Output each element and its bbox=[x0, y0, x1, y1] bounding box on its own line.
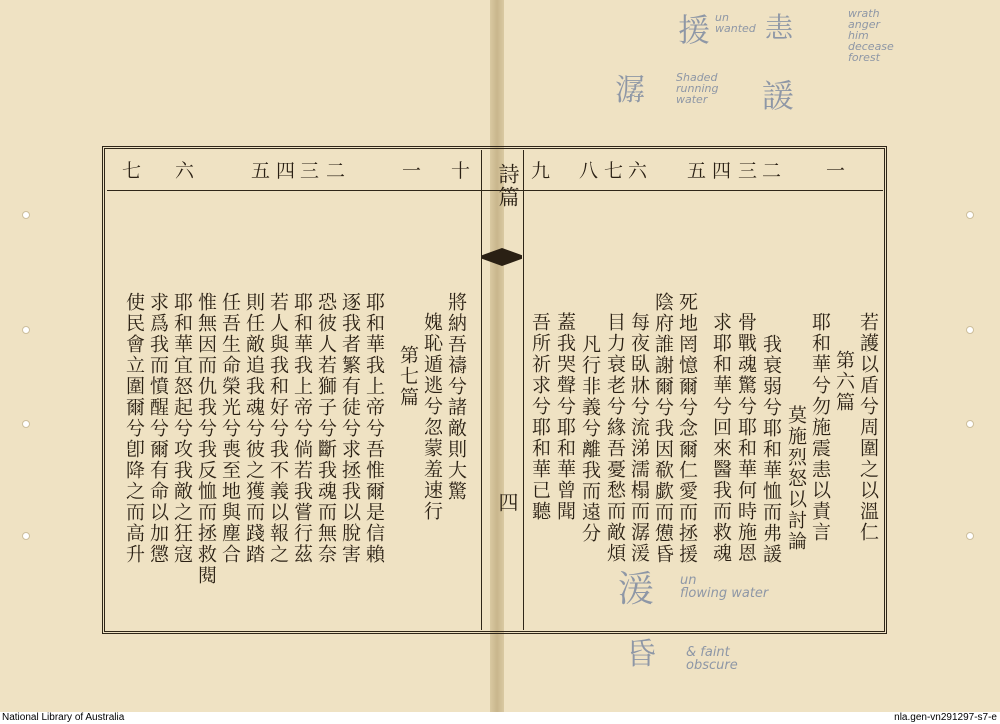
column-number: 二 bbox=[762, 160, 782, 182]
column-number: 五 bbox=[687, 160, 707, 182]
page-number: 四 bbox=[495, 492, 519, 514]
text-column: 任吾生命榮光兮喪至地與塵合 bbox=[219, 292, 241, 565]
text-column: 我衰弱兮耶和華恤而弗諼 bbox=[760, 334, 782, 565]
column-number: 四 bbox=[712, 160, 732, 182]
binding-hole bbox=[22, 420, 30, 428]
center-rule-right bbox=[523, 150, 524, 630]
text-column: 第七篇 bbox=[397, 345, 419, 408]
column-number: 十 bbox=[451, 160, 471, 182]
binding-hole bbox=[966, 326, 974, 334]
pencil-annotation-note: Shaded running water bbox=[676, 71, 719, 106]
column-number: 七 bbox=[604, 160, 624, 182]
text-column: 恐彼人若獅子兮斷我魂而無奈 bbox=[315, 292, 337, 565]
text-column: 陰府誰謝爾兮我因欷歔而憊昏 bbox=[652, 292, 674, 565]
column-number: 二 bbox=[326, 160, 346, 182]
text-column: 求耶和華兮回來醫我而救魂 bbox=[710, 312, 732, 564]
column-number: 四 bbox=[276, 160, 296, 182]
column-number: 九 bbox=[531, 160, 551, 182]
column-number: 一 bbox=[402, 160, 422, 182]
pencil-annotation-char: 昏 bbox=[626, 637, 656, 672]
pencil-annotation-char: 諼 bbox=[762, 77, 795, 115]
text-column: 將納吾禱兮諸敵則大驚 bbox=[445, 292, 467, 502]
text-column: 蓋我哭聲兮耶和華曾聞 bbox=[554, 312, 576, 522]
column-number: 七 bbox=[122, 160, 142, 182]
binding-hole bbox=[966, 420, 974, 428]
column-number: 六 bbox=[175, 160, 195, 182]
text-column: 若護以盾兮周圍之以溫仁 bbox=[857, 312, 879, 543]
text-column: 求爲我而憤醒兮爾有命以加懲 bbox=[147, 292, 169, 565]
text-column: 耶和華我上帝兮倘若我嘗行茲 bbox=[291, 292, 313, 565]
text-column: 媿恥遁逃兮忽蒙羞速行 bbox=[421, 312, 443, 522]
center-rule-left bbox=[481, 150, 482, 630]
binding-hole bbox=[22, 532, 30, 540]
text-column: 則任敵追我魂兮彼之獲而踐踏 bbox=[243, 292, 265, 565]
column-number: 六 bbox=[628, 160, 648, 182]
text-column: 惟無因而仇我兮我反恤而拯救閱 bbox=[195, 292, 217, 586]
footer-bar bbox=[0, 712, 1000, 724]
column-number: 三 bbox=[300, 160, 320, 182]
binding-hole bbox=[22, 326, 30, 334]
text-column: 每夜臥牀兮流涕濡榻而潺湲 bbox=[628, 312, 650, 564]
text-column: 耶和華兮勿施震恚以責言 bbox=[809, 312, 831, 543]
binding-hole bbox=[966, 211, 974, 219]
text-column: 耶和華宜怒起兮攻我敵之狂寇 bbox=[171, 292, 193, 565]
pencil-annotation-note: & faint obscure bbox=[686, 645, 738, 673]
text-column: 使民會立圍爾兮卽降之而高升 bbox=[123, 292, 145, 565]
book-title: 詩篇 bbox=[496, 163, 520, 209]
column-number: 一 bbox=[826, 160, 846, 182]
footer-source: National Library of Australia bbox=[2, 712, 125, 723]
text-column: 凡行非義兮離我而遠分 bbox=[579, 334, 601, 544]
pencil-annotation-char: 湲 bbox=[618, 569, 655, 610]
text-column: 死地罔憶爾兮念爾仁愛而拯援 bbox=[676, 292, 698, 565]
pencil-annotation-char: 潺 bbox=[615, 73, 645, 108]
text-column: 逐我者繁有徒兮求拯我以脫害 bbox=[339, 292, 361, 565]
text-column: 骨戰魂驚兮耶和華何時施恩 bbox=[735, 312, 757, 564]
pencil-annotation-note: un wanted bbox=[715, 11, 756, 35]
binding-hole bbox=[22, 211, 30, 219]
pencil-annotation-char: 援 bbox=[678, 11, 711, 49]
column-number-rule bbox=[107, 190, 883, 191]
pencil-annotation-char: 恚 bbox=[765, 11, 794, 44]
pencil-annotation-note: wrath anger him decease forest bbox=[848, 7, 894, 64]
text-column: 吾所祈求兮耶和華已聽 bbox=[529, 312, 551, 522]
column-number: 五 bbox=[251, 160, 271, 182]
text-column: 目力衰老兮緣吾憂愁而敵煩 bbox=[604, 312, 626, 564]
column-number: 三 bbox=[738, 160, 758, 182]
binding-hole bbox=[966, 532, 974, 540]
text-column: 若人與我和好兮我不義以報之 bbox=[267, 292, 289, 565]
footer-identifier: nla.gen-vn291297-s7-e bbox=[894, 712, 997, 723]
text-column: 耶和華我上帝兮吾惟爾是信賴 bbox=[363, 292, 385, 565]
text-column: 莫施烈怒以討論 bbox=[785, 405, 807, 552]
text-column: 第六篇 bbox=[833, 350, 855, 413]
pencil-annotation-note: un flowing water bbox=[680, 573, 769, 601]
column-number: 八 bbox=[579, 160, 599, 182]
